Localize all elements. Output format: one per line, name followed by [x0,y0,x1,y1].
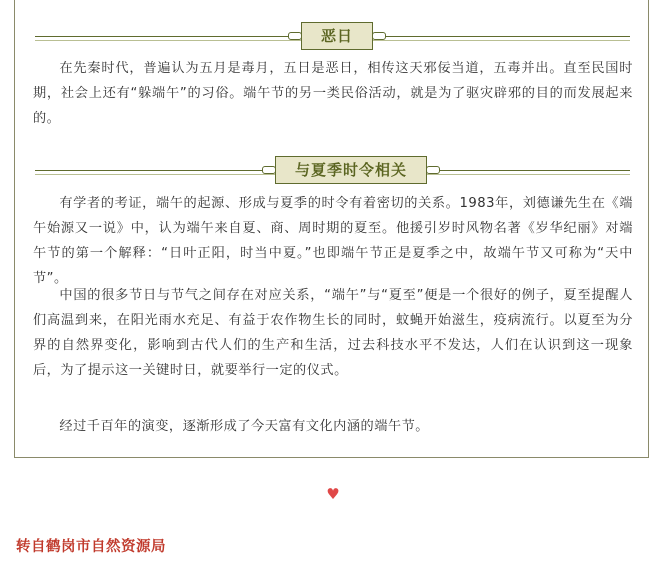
section-title: 恶日 [301,22,373,50]
paragraph: 经过千百年的演变，逐渐形成了今天富有文化内涵的端午节。 [59,419,429,434]
paragraph: 在先秦时代，普遍认为五月是毒月，五日是恶日，相传这天邪佞当道，五毒并出。直至民国时期，社会上还有“躲端午”的习俗。端午节的另一类民俗活动，就是为了驱灾辟邪的目的而发展起来的。 [33,61,633,126]
source-attribution: 转自鹤岗市自然资源局 [16,539,166,555]
section-header-2 [35,152,630,192]
section-title: 与夏季时令相关 [275,156,427,184]
paragraph: 中国的很多节日与节气之间存在对应关系，“端午”与“夏至”便是一个很好的例子，夏至提醒人们高温到来，在阳光雨水充足、有益于农作物生长的同时，蚊蝇开始滋生，疫病流行。以夏至为分界的自然界变化，影响到古代人们的生产和生活，过去科技水平不发达，人们在认识到这一现象后，为了提示这一关键时日，就要举行一定的仪式。 [33,288,633,378]
article-card [14,0,649,458]
heart-icon: ♥ [326,485,340,503]
section-header-1 [35,18,630,58]
paragraph: 有学者的考证，端午的起源、形成与夏季的时令有着密切的关系。1983年，刘德谦先生在《端午始源又一说》中，认为端午来自夏、商、周时期的夏至。他援引岁时风物名著《岁华纪丽》对端午节的第一个解释：“日叶正阳，时当中夏。”也即端午节正是夏季之中，故端午节又可称为“天中节”。 [33,196,633,286]
